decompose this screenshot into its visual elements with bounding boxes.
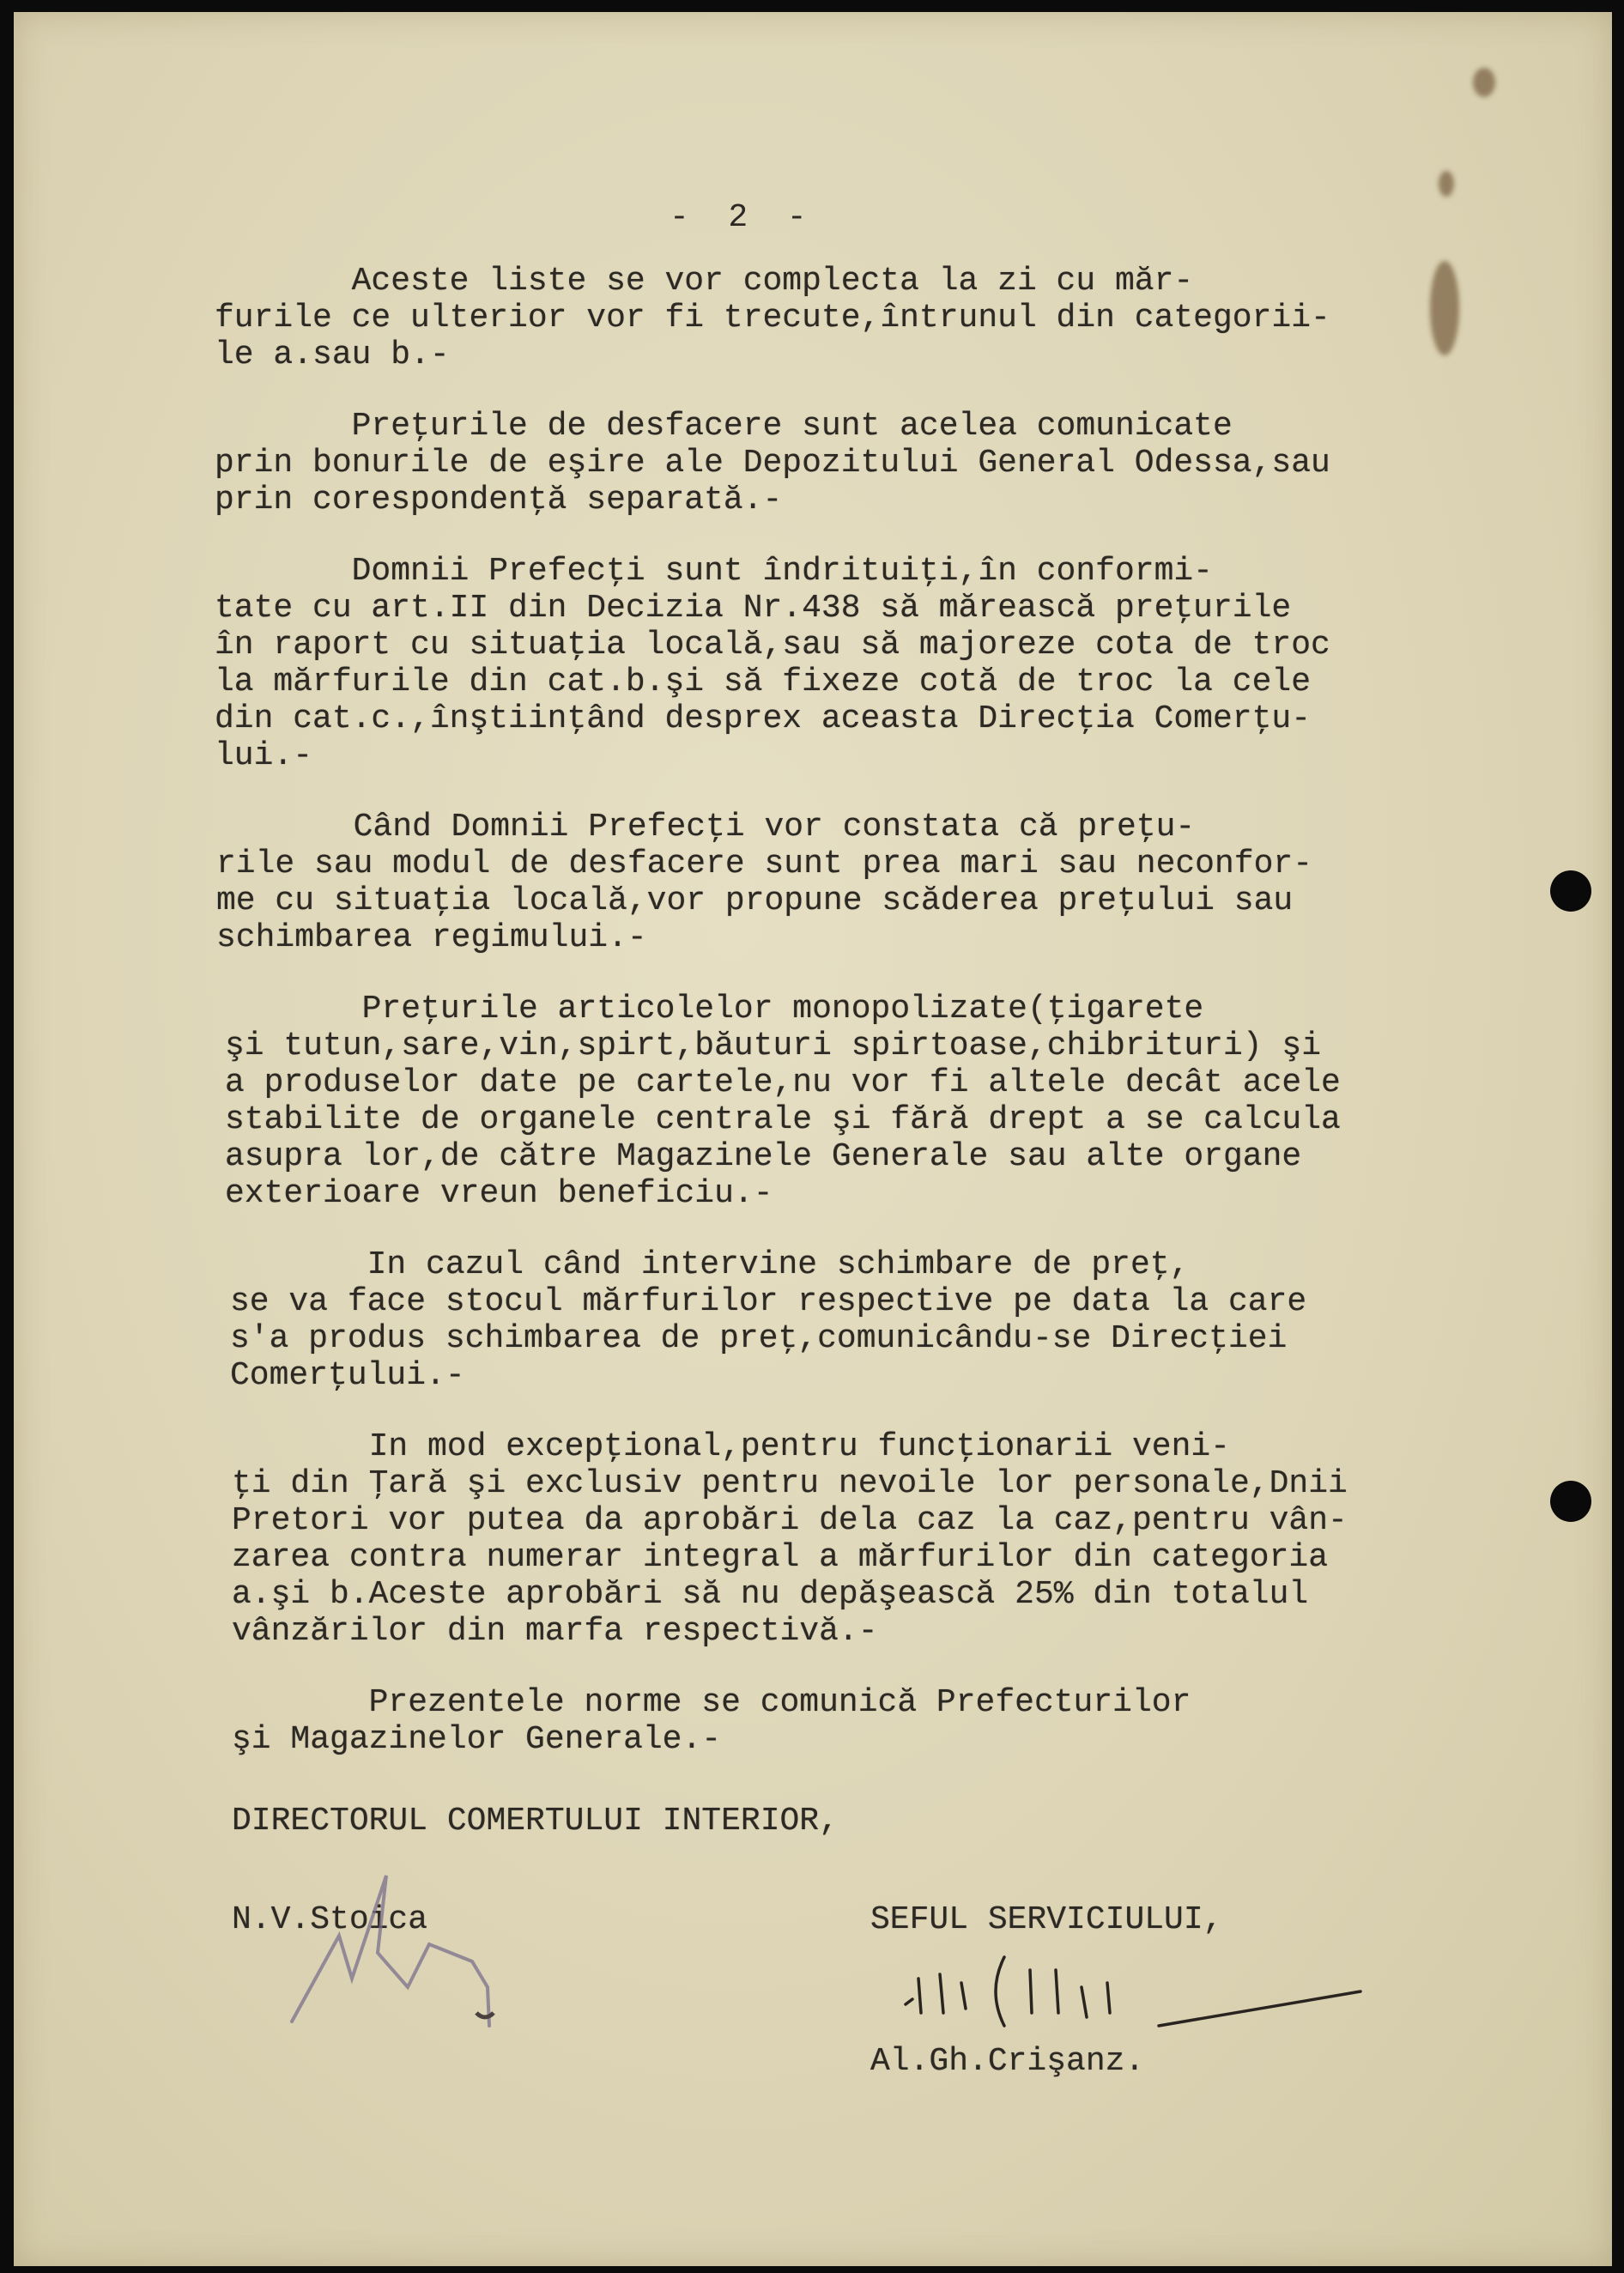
text-line: Domnii Prefecţi sunt îndrituiţi,în conformi- bbox=[215, 553, 1213, 590]
text-line: a produselor date pe cartele,nu vor fi altele decât acele bbox=[225, 1064, 1341, 1101]
text-line: In cazul când intervine schimbare de preţ, bbox=[230, 1246, 1190, 1283]
text-line: me cu situaţia locală,vor propune scăderea preţului sau bbox=[216, 882, 1294, 919]
text-line: schimbarea regimului.- bbox=[216, 919, 647, 956]
text-line: asupra lor,de către Magazinele Generale sau alte organe bbox=[225, 1138, 1302, 1175]
text-line: prin corespondenţă separată.- bbox=[215, 482, 783, 518]
text-line: din cat.c.,înştiinţând desprex aceasta Direcţia Comerţu- bbox=[215, 700, 1312, 737]
text-line: Preţurile articolelor monopolizate(ţigarete bbox=[225, 991, 1204, 1027]
text-line: în raport cu situaţia locală,sau să majoreze cota de troc bbox=[215, 627, 1330, 664]
text-line: zarea contra numerar integral a mărfurilor din categoria bbox=[232, 1539, 1329, 1576]
rust-stain bbox=[1439, 171, 1454, 197]
document-body bbox=[215, 263, 1459, 1758]
text-line: lui.- bbox=[215, 737, 313, 774]
text-line: şi Magazinelor Generale.- bbox=[232, 1721, 722, 1758]
text-line: ţi din Ţară şi exclusiv pentru nevoile lor personale,Dnii bbox=[232, 1465, 1348, 1502]
paragraph-7 bbox=[215, 1428, 1459, 1650]
text-line: Pretori vor putea da aprobări dela caz la caz,pentru vân- bbox=[232, 1502, 1348, 1539]
page-number: - 2 - bbox=[670, 199, 807, 236]
text-line: Comerţului.- bbox=[230, 1357, 465, 1394]
chief-name: Al.Gh.Crişanz. bbox=[870, 2043, 1145, 2080]
rust-stain bbox=[1473, 68, 1495, 97]
text-line: vânzărilor din marfa respectivă.- bbox=[232, 1613, 878, 1650]
text-line: se va face stocul mărfurilor respective pe data la care bbox=[230, 1283, 1307, 1320]
paragraph-2 bbox=[215, 408, 1459, 518]
text-line: le a.sau b.- bbox=[215, 336, 450, 373]
text-line: s'a produs schimbarea de preţ,comunicându-se Direcţiei bbox=[230, 1320, 1288, 1357]
text-line: furile ce ulterior vor fi trecute,întrunul din categorii- bbox=[215, 300, 1330, 336]
paragraph-6 bbox=[215, 1246, 1459, 1394]
director-name: N.V.Stoica bbox=[232, 1901, 428, 1938]
text-line: Aceste liste se vor complecta la zi cu măr- bbox=[215, 263, 1194, 300]
text-line: Când Domnii Prefecţi vor constata că preţu- bbox=[216, 809, 1196, 846]
paragraph-5 bbox=[215, 991, 1459, 1212]
punch-hole bbox=[1550, 1481, 1591, 1522]
text-line: rile sau modul de desfacere sunt prea mari sau neconfor- bbox=[216, 846, 1313, 882]
punch-hole bbox=[1550, 870, 1591, 912]
director-signature bbox=[258, 1858, 567, 2039]
paragraph-8 bbox=[215, 1684, 1459, 1758]
text-line: a.şi b.Aceste aprobări să nu depăşească 25% din totalul bbox=[232, 1576, 1309, 1613]
text-line: In mod excepţional,pentru funcţionarii veni- bbox=[232, 1428, 1230, 1465]
director-title: DIRECTORUL COMERTULUI INTERIOR, bbox=[232, 1803, 839, 1840]
chief-title: SEFUL SERVICIULUI, bbox=[870, 1901, 1223, 1938]
paragraph-4 bbox=[215, 809, 1459, 956]
text-line: Prezentele norme se comunică Prefecturilor bbox=[232, 1684, 1191, 1721]
text-line: prin bonurile de eşire ale Depozitului General Odessa,sau bbox=[215, 445, 1330, 482]
text-line: şi tutun,sare,vin,spirt,băuturi spirtoase,chibrituri) şi bbox=[225, 1027, 1322, 1064]
text-line: Preţurile de desfacere sunt acelea comunicate bbox=[215, 408, 1233, 445]
text-line: exterioare vreun beneficiu.- bbox=[225, 1175, 773, 1212]
paragraph-3 bbox=[215, 553, 1459, 774]
text-line: stabilite de organele centrale şi fără drept a se calcula bbox=[225, 1101, 1341, 1138]
chief-signature bbox=[901, 1944, 1382, 2039]
text-line: la mărfurile din cat.b.şi să fixeze cotă de troc la cele bbox=[215, 664, 1312, 700]
text-line: tate cu art.II din Decizia Nr.438 să mărească preţurile bbox=[215, 590, 1292, 627]
paragraph-1 bbox=[215, 263, 1459, 373]
